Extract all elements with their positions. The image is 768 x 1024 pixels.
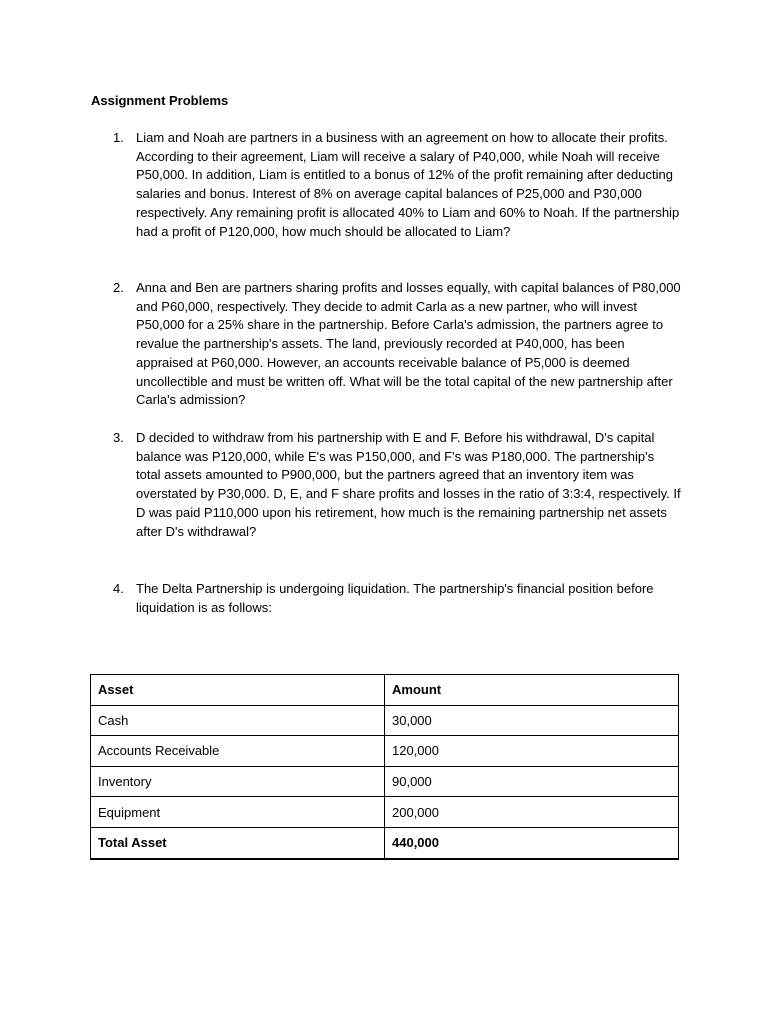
total-amount-cell: 440,000: [385, 827, 679, 858]
table-total-row: [91, 827, 679, 858]
problem-item: [91, 129, 682, 241]
table-row: [91, 736, 679, 767]
page-title: Assignment Problems: [91, 93, 229, 108]
problem-number: 2.: [113, 280, 124, 295]
table-row: [91, 705, 679, 736]
problem-number: 1.: [113, 130, 124, 145]
amount-cell: 30,000: [385, 705, 679, 736]
total-label-cell: Total Asset: [91, 827, 385, 858]
amount-cell: 90,000: [385, 766, 679, 797]
problem-text: D decided to withdraw from his partnership with E and F. Before his withdrawal, D's capital balance was P120,000, while E's was P150,000, and F's was P180,000. The partnership's total assets amounted to P900,000, but the partners agreed that an inventory item was overstated by P30,000. D, E, and F share profits and losses in the ratio of 3:3:4, respectively. If D was paid P110,000 upon his retirement, how much is the remaining partnership net assets after D's withdrawal?: [136, 430, 681, 539]
problem-number: 3.: [113, 430, 124, 445]
problem-item: [91, 429, 682, 541]
amount-cell: 200,000: [385, 797, 679, 828]
asset-cell: Accounts Receivable: [91, 736, 385, 767]
problem-text: Liam and Noah are partners in a business with an agreement on how to allocate their profits. According to their agreement, Liam will receive a salary of P40,000, while Noah will receive P50,000. In addition, Liam is entitled to a bonus of 12% of the profit remaining after deducting salaries and bonus. Interest of 8% on average capital balances of P25,000 and P30,000 respectively. Any remaining profit is allocated 40% to Liam and 60% to Noah. If the partnership had a profit of P120,000, how much should be allocated to Liam?: [136, 130, 680, 239]
problem-number: 4.: [113, 581, 124, 596]
problem-text: The Delta Partnership is undergoing liquidation. The partnership's financial position before liquidation is as follows:: [136, 581, 654, 615]
header-asset: Asset: [91, 675, 385, 706]
asset-table: [90, 674, 679, 860]
asset-cell: Cash: [91, 705, 385, 736]
problem-item: [91, 580, 682, 617]
asset-cell: Inventory: [91, 766, 385, 797]
table-row: [91, 797, 679, 828]
problem-text: Anna and Ben are partners sharing profits and losses equally, with capital balances of P80,000 and P60,000, respectively. They decide to admit Carla as a new partner, who will invest P50,000 for a 25% share in the partnership. Before Carla's admission, the partners agree to revalue the partnership's assets. The land, previously recorded at P40,000, has been appraised at P60,000. However, an accounts receivable balance of P5,000 is deemed uncollectible and must be written off. What will be the total capital of the new partnership after Carla's admission?: [136, 280, 681, 408]
table-row: [91, 766, 679, 797]
problem-item: [91, 279, 682, 410]
header-amount: Amount: [385, 675, 679, 706]
amount-cell: 120,000: [385, 736, 679, 767]
table-header-row: [91, 675, 679, 706]
asset-cell: Equipment: [91, 797, 385, 828]
